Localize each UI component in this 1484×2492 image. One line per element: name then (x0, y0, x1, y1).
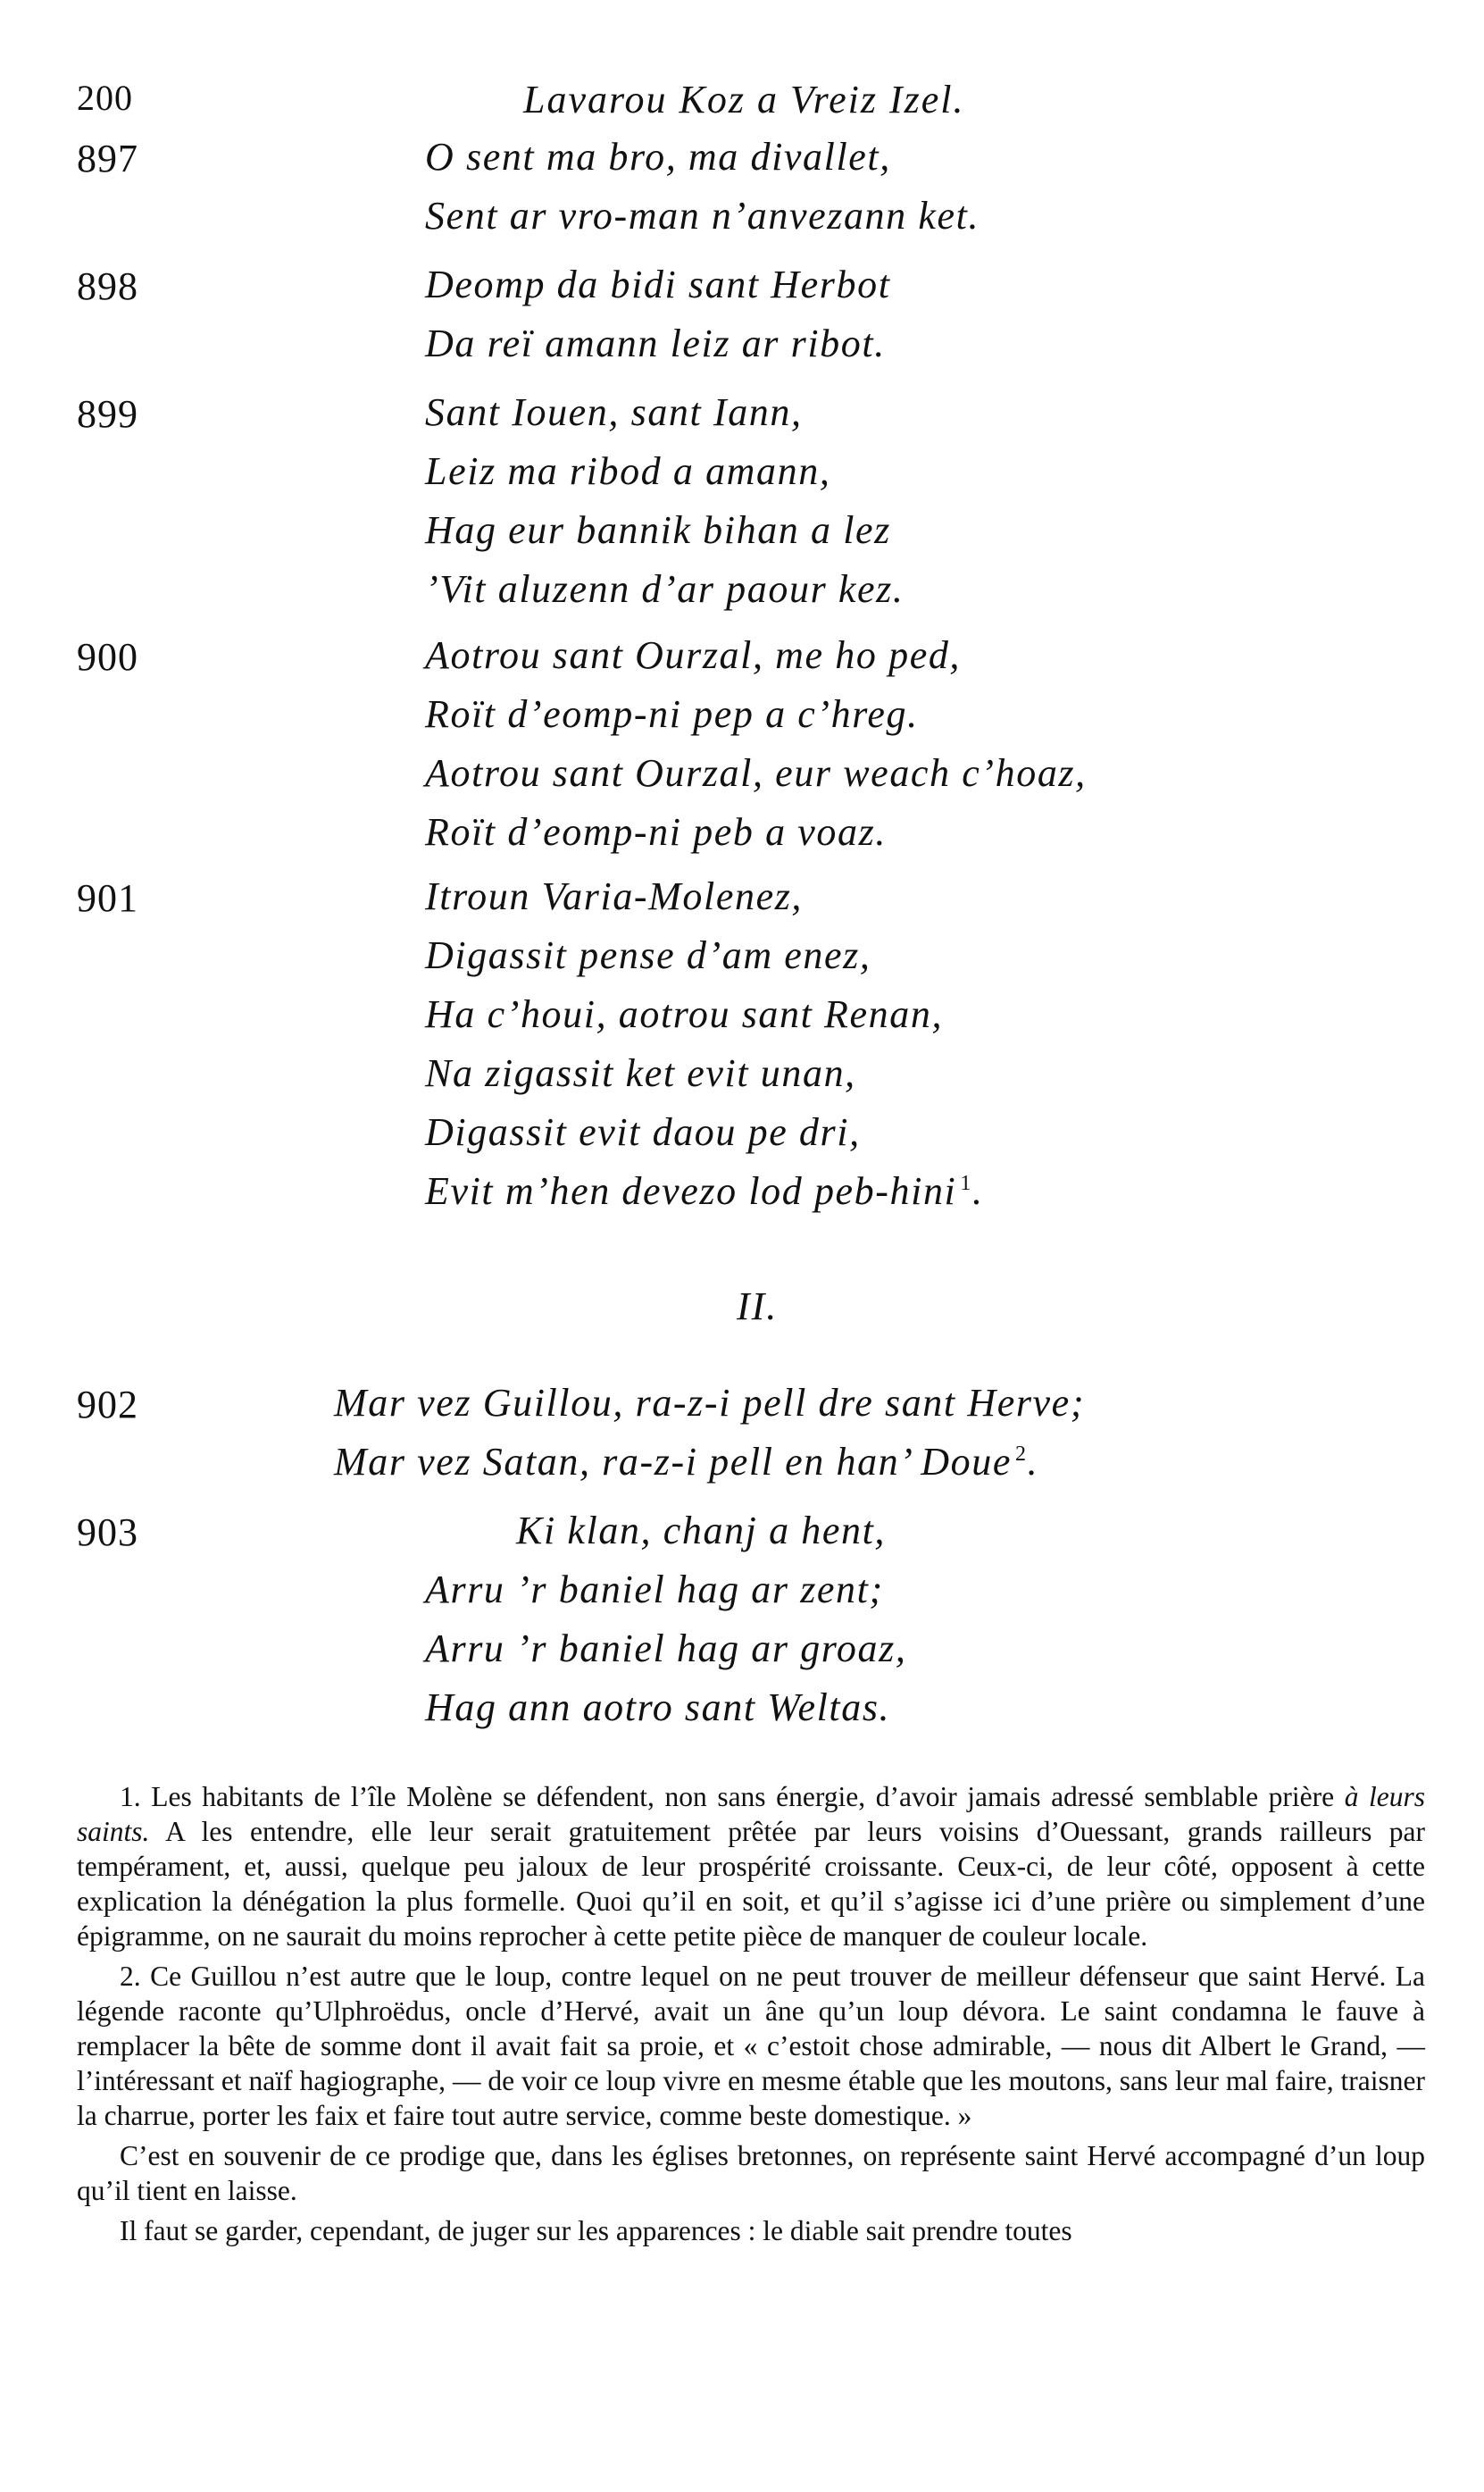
footnote-1 (77, 1779, 1425, 1953)
footnote-number: 2. (120, 1961, 141, 1992)
stanza-number: 903 (77, 1510, 138, 1554)
verse-line: Aotrou sant Ourzal, eur weach c’hoaz, (425, 751, 1087, 795)
footnote-text: A les entendre, elle leur serait gratuitement prêtée par leurs voisins d’Ouessant, grands railleurs par tempérament, et, aussi, quelque peu jaloux de leur prospérité croissante. Ceux-ci, de leur côté, opposent à cette explication la dénégation la plus formelle. Quoi qu’il en soit, et qu’il s’agisse ici d’une prière ou simplement d’une épigramme, on ne saurait du moins reprocher à cette petite pièce de manquer de couleur locale. (77, 1816, 1425, 1952)
verse-line: Arru ’r baniel hag ar zent; (425, 1568, 884, 1611)
verse-line: Roït d’eomp-ni peb a voaz. (425, 810, 887, 854)
footnote-ref: 1 (960, 1172, 972, 1196)
verse-text: Mar vez Satan, ra-z-i pell en han’ Doue (334, 1440, 1012, 1484)
verse-line: Hag eur bannik bihan a lez (425, 508, 891, 552)
stanza-number: 901 (77, 876, 138, 920)
footnote-text: Les habitants de l’île Molène se défendent, non sans énergie, d’avoir jamais adressé semblable prière (151, 1781, 1335, 1812)
stanza-number: 900 (77, 635, 138, 679)
verse-line: Hag ann aotro sant Weltas. (425, 1685, 891, 1729)
verse-line: Sent ar vro-man n’anvezann ket. (425, 194, 980, 238)
verse-line: Na zigassit ket evit unan, (425, 1051, 856, 1095)
footnote-2-paragraph: Il faut se garder, cependant, de juger sur les apparences : le diable sait prendre toutes (120, 2215, 1072, 2246)
running-title: Lavarou Koz a Vreiz Izel. (523, 78, 965, 121)
footnote-2 (77, 1959, 1425, 2133)
verse-line: Itroun Varia-Molenez, (425, 874, 804, 918)
footnote-ref: 2 (1014, 1443, 1028, 1467)
verse-line-with-note (425, 1168, 984, 1214)
verse-text: Evit m’hen devezo lod peb-hini (425, 1169, 957, 1213)
footnote-italic-text: à leurs saints. (77, 1781, 1426, 1847)
verse-line: Sant Iouen, sant Iann, (425, 390, 803, 434)
section-heading: II. (737, 1284, 779, 1328)
verse-line: Aotrou sant Ourzal, me ho ped, (425, 633, 962, 677)
verse-line: Roït d’eomp-ni pep a c’hreg. (425, 692, 919, 736)
verse-line: Digassit evit daou pe dri, (425, 1110, 861, 1154)
verse-line: Deomp da bidi sant Herbot (425, 263, 891, 306)
line-end-punctuation: . (972, 1169, 984, 1213)
stanza-number: 898 (77, 264, 138, 308)
stanza-number: 899 (77, 392, 138, 436)
verse-line: Ha c’houi, aotrou sant Renan, (425, 992, 944, 1036)
verse-line: ’Vit aluzenn d’ar paour kez. (425, 567, 905, 611)
verse-line: Da reï amann leiz ar ribot. (425, 322, 886, 365)
footnote-number: 1. (120, 1781, 141, 1812)
verse-line: O sent ma bro, ma divallet, (425, 135, 891, 179)
verse-line-with-note (334, 1439, 1038, 1484)
verse-line: Arru ’r baniel hag ar groaz, (425, 1626, 907, 1670)
verse-line: Leiz ma ribod a amann, (425, 449, 831, 493)
page-number: 200 (77, 78, 133, 118)
page-header (77, 77, 1398, 130)
footnotes (77, 1779, 1425, 2254)
line-end-punctuation: . (1027, 1440, 1039, 1484)
verse-line: Mar vez Guillou, ra-z-i pell dre sant Herve; (334, 1381, 1086, 1425)
stanza-number: 902 (77, 1383, 138, 1426)
footnote-2-paragraph: C’est en souvenir de ce prodige que, dans les églises bretonnes, on représente saint Hervé accompagné d’un loup qu’il tient en laisse. (77, 2140, 1425, 2206)
verse-line: Digassit pense d’am enez, (425, 933, 871, 977)
stanza-number: 897 (77, 137, 138, 180)
verse-line: Ki klan, chanj a hent, (516, 1509, 887, 1552)
footnote-text: Ce Guillou n’est autre que le loup, contre lequel on ne peut trouver de meilleur défenseur que saint Hervé. La légende raconte qu’Ulphroëdus, oncle d’Hervé, avait un âne qu’un loup dévora. Le saint condamna le fauve à remplacer la bête de somme dont il avait fait sa proie, et « c’estoit chose admirable, — nous dit Albert le Grand, — l’intéressant et naïf hagiographe, — de voir ce loup vivre en mesme étable que les moutons, sans leur mal faire, traisner la charrue, porter les faix et faire tout autre service, comme beste domestique. » (77, 1961, 1426, 2131)
